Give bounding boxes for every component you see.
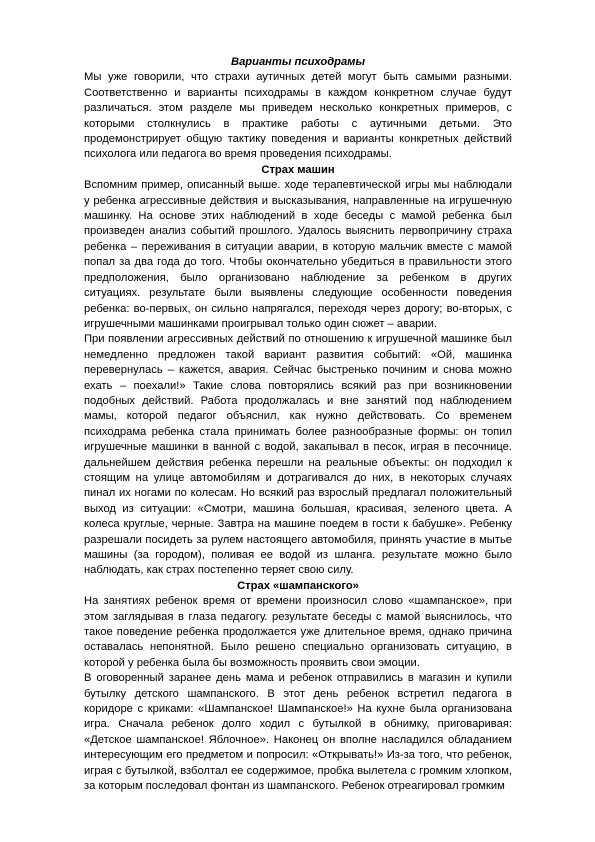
document-title: Варианты психодрамы	[230, 56, 366, 68]
section-heading-champagne-fear: Страх «шампанского»	[237, 579, 359, 592]
document-page	[84, 55, 512, 795]
car-fear-paragraph-1: Вспомним пример, описанный выше. ходе терапевтической игры мы наблюдали у ребенка агрессивные действия и высказывания, направленные на игрушечную машинку. На основе этих наблюдений в ходе беседы с мамой ребенка был произведен анализ событий прошлого. Удалось выяснить первопричину страха ребенка – переживания в ситуации аварии, в которую мальчик вместе с мамой попал за два года до того. Чтобы окончательно убедиться в правильности этого предположения, было организовано наблюдение за ребенком в других ситуациях. результате были выявлены следующие особенности поведения ребенка: во-первых, он сильно напрягался, переходя через дорогу; во-вторых, с игрушечными машинками проигрывал только один сюжет – аварии.	[84, 179, 512, 330]
intro-paragraph: Мы уже говорили, что страхи аутичных детей могут быть самыми разными. Соответственно и варианты психодрамы в каждом конкретном случае будут различаться. этом разделе мы приведем несколько конкретных примеров, с которыми столкнулись в практике работы с аутичными детьми. Это продемонстрирует общую тактику поведения и варианты конкретных действий психолога или педагога во время проведения психодрамы.	[84, 71, 512, 161]
section-heading-car-fear: Страх машин	[261, 163, 335, 176]
champagne-fear-paragraph-1: На занятиях ребенок время от времени произносил слово «шампанское», при этом заглядывая в глаза педагогу. результате беседы с мамой выяснилось, что такое поведение ребенка продолжается уже длительное время, однако причина оставалась непонятной. Было решено специально организовать ситуацию, в которой у ребенка была бы возможность проявить свои эмоции.	[84, 595, 512, 669]
champagne-fear-paragraph-2: В оговоренный заранее день мама и ребенок отправились в магазин и купили бутылку детского шампанского. В этот день ребенок встретил педагога в коридоре с криками: «Шампанское! Шампанское!» На кухне была организована игра. Сначала ребенок долго ходил с бутылкой в обнимку, приговаривая: «Детское шампанское! Яблочное». Наконец он вполне насладился обладанием интересующим его предметом и попросил: «Открывать!» Из-за того, что ребенок, играя с бутылкой, взболтал ее содержимое, пробка вылетела с громким хлопком, за которым последовал фонтан из шампанского. Ребенок отреагировал громким	[84, 672, 512, 793]
car-fear-paragraph-2: При появлении агрессивных действий по отношению к игрушечной машинке был немедленно предложен такой вариант развития событий: «Ой, машинка перевернулась – кажется, авария. Сейчас быстренько починим и снова можно ехать – поехали!» Такие слова повторялись всякий раз при возникновении подобных действий. Работа продолжалась и вне занятий под наблюдением мамы, которой педагог объяснил, как нужно действовать. Со временем психодрама ребенка стала принимать более разнообразные формы: он топил игрушечные машинки в ванной с водой, закапывал в песок, играя в песочнице. дальнейшем действия ребенка перешли на реальные объекты: он подходил к стоящим на улице автомобилям и дотрагивался до них, в некоторых случаях пинал их ногами по колесам. Но всякий раз взрослый предлагал положительный выход из ситуации: «Смотри, машина большая, красивая, зеленого цвета. А колеса круглые, черные. Завтра на машине поедем в гости к бабушке». Ребенку разрешали посидеть за рулем настоящего автомобиля, принять участие в мытье машины (за городом), поливая ее водой из шланга. результате можно было наблюдать, как страх постепенно теряет свою силу.	[84, 333, 512, 577]
